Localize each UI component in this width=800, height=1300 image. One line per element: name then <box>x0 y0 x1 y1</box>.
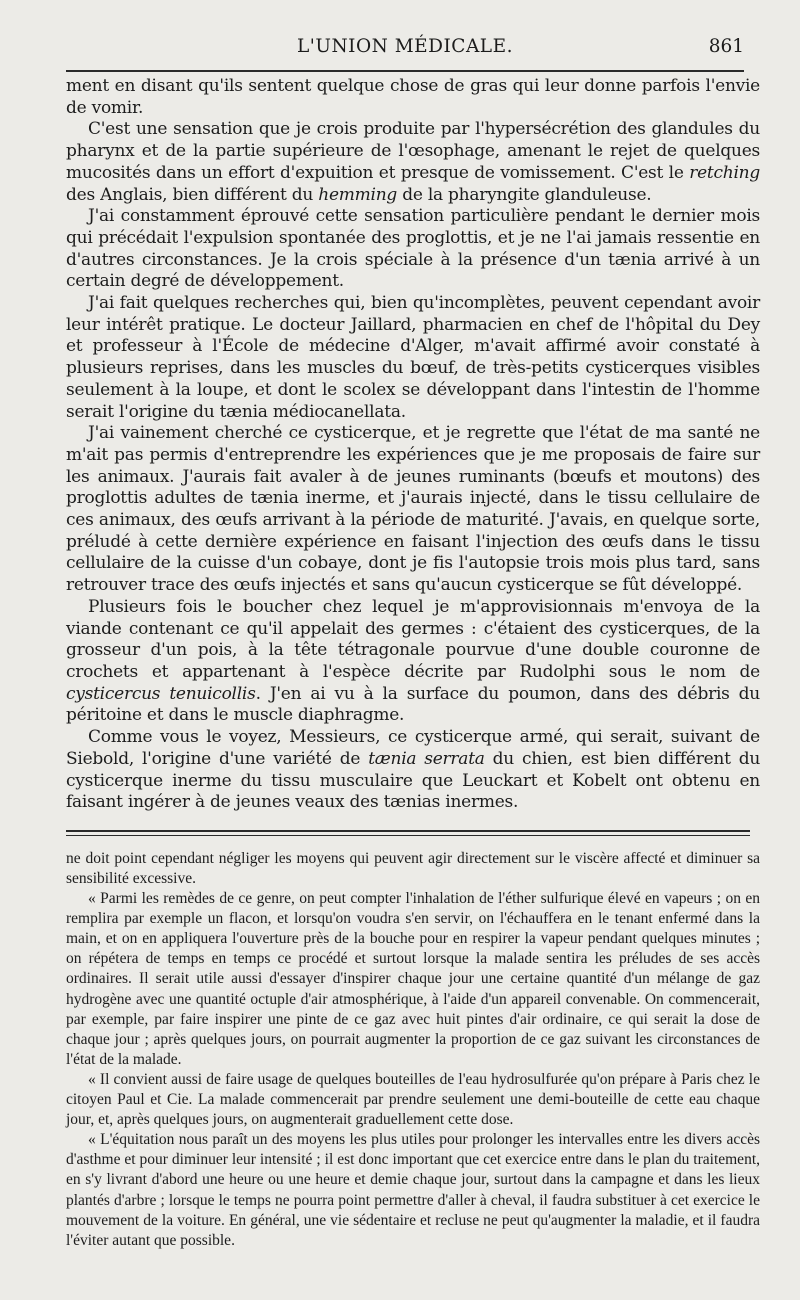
article-paragraph <box>66 206 760 293</box>
page-header <box>66 36 744 64</box>
text-run: J'ai vainement cherché ce cysticerque, et je regrette que l'état de ma santé ne m'ait pas permis d'entreprendre les expériences que je me proposais de faire sur les animaux. J'aurais fait avaler à de jeunes ruminants (bœufs et moutons) des proglottis adultes de tænia inerme, et j'aurais injecté, dans le tissu cellulaire de ces animaux, des œufs arrivant à la période de maturité. J'avais, en quelque sorte, préludé à cette dernière expérience en faisant l'injection des œufs dans le tissu cellulaire de la cuisse d'un cobaye, dont je fis l'autopsie trois mois plus tard, sans retrouver trace des œufs injectés et sans qu'aucun cysticerque se fût développé. <box>66 423 760 596</box>
feuilleton-paragraph <box>66 889 760 1070</box>
page-number: 861 <box>708 36 744 57</box>
section-divider <box>66 830 750 836</box>
text-run: ne doit point cependant négliger les moyens qui peuvent agir directement sur le viscère affecté et diminuer sa sensibilité excessive. <box>66 849 760 887</box>
text-run: du chien, est bien différent du cysticerque inerme du tissu musculaire que Leuckart et Kobelt ont obtenu en faisant ingérer à de jeunes veaux des tænias inermes. <box>66 748 761 813</box>
text-run: C'est une sensation que je crois produite par l'hypersécrétion des glandules du pharynx et de la partie supérieure de l'œsophage, amenant le rejet de quelques mucosités dans un effort d'expuition et presque de vomissement. C'est le <box>66 119 760 183</box>
italic-run: hemming <box>318 184 398 205</box>
text-run: J'ai fait quelques recherches qui, bien qu'incomplètes, peuvent cependant avoir leur intérêt pratique. Le docteur Jaillard, pharmacien en chef de l'hôpital du Dey et professeur à l'École de médecine d'Alger, m'avait affirmé avoir constaté à plusieurs reprises, dans les muscles du bœuf, de très-petits cysticerques visibles seulement à la loupe, et dont le scolex se développant dans l'intestin de l'homme serait l'origine du tænia médiocanellata. <box>66 293 760 422</box>
feuilleton-paragraph <box>66 1130 760 1251</box>
feuilleton-paragraph <box>66 849 760 889</box>
text-run: ment en disant qu'ils sentent quelque chose de gras qui leur donne parfois l'envie de vomir. <box>66 76 760 118</box>
text-run: « Parmi les remèdes de ce genre, on peut compter l'inhalation de l'éther sulfurique élevé en vapeurs ; on en remplira par exemple un flacon, et lorsqu'on voudra s'en servir, on l'échauffera en le tenant enfermé dans la main, et on en appliquera l'ouverture près de la bouche pour en respirer la vapeur pendant quelques minutes ; on répétera de temps en temps ce procédé et surtout lorsque la malade sentira les préludes de ses accès ordinaires. Il serait utile aussi d'essayer d'inspirer chaque jour une certaine quantité d'un mélange de gaz hydrogène avec une quantité octuple d'air atmosphérique, à l'aide d'un appareil convenable. On commencerait, par exemple, par faire inspirer une pinte de ce gaz avec huit pintes d'air ordinaire, ce qui serait la dose de chaque jour ; après quelques jours, on pourrait augmenter la proportion de ce gaz suivant les circonstances de l'état de la malade. <box>66 890 760 1068</box>
feuilleton-paragraph <box>66 1070 760 1130</box>
italic-run: retching <box>689 162 760 183</box>
article-paragraph <box>66 119 760 206</box>
text-run: de la pharyngite glanduleuse. <box>397 184 652 205</box>
text-run: Comme vous le voyez, Messieurs, ce cysticerque armé, qui serait, suivant de Siebold, l'origine d'une variété de <box>66 727 760 769</box>
article-paragraph <box>66 423 760 597</box>
italic-run: tænia serrata <box>368 748 485 769</box>
header-rule <box>66 70 744 72</box>
italic-run: cysticercus tenuicollis <box>66 683 256 704</box>
text-run: « Il convient aussi de faire usage de quelques bouteilles de l'eau hydrosulfurée qu'on prépare à Paris chez le citoyen Paul et Cie. La malade commencerait par prendre seulement une demi-bouteille de cette eau chaque jour, et, après quelques jours, on augmenterait graduellement cette dose. <box>66 1070 760 1129</box>
article-paragraph <box>66 76 760 119</box>
article-paragraph <box>66 597 760 727</box>
article-paragraph <box>66 727 760 814</box>
feuilleton-text <box>66 849 760 1251</box>
text-run: des Anglais, bien différent du <box>66 184 319 205</box>
article-paragraph <box>66 293 760 423</box>
running-title: L'UNION MÉDICALE. <box>297 36 513 57</box>
text-run: J'ai constamment éprouvé cette sensation particulière pendant le dernier mois qui précédait l'expulsion spontanée des proglottis, et je ne l'ai jamais ressentie en d'autres circonstances. Je la crois spéciale à la présence d'un tænia arrivé à un certain degré de développement. <box>66 206 760 292</box>
text-run: Plusieurs fois le boucher chez lequel je m'approvisionnais m'envoya de la viande contenant ce qu'il appelait des germes : c'étaient des cysticerques, de la grosseur d'un pois, à la tête tétragonale pourvue d'une double couronne de crochets et appartenant à l'espèce décrite par Rudolphi sous le nom de <box>66 596 760 682</box>
text-run: « L'équitation nous paraît un des moyens les plus utiles pour prolonger les intervalles entre les divers accès d'asthme et pour diminuer leur intensité ; il est donc important que cet exercice entre dans le plan du traitement, en s'y livrant d'abord une heure ou une heure et demie chaque jour, surtout dans la campagne et dans les lieux plantés d'arbre ; lorsque le temps ne pourra point permettre d'aller à cheval, il faudra substituer à cet exercice le mouvement de la voiture. En général, une vie sédentaire et recluse ne peut qu'augmenter la maladie, et il faudra l'éviter autant que possible. <box>66 1131 760 1249</box>
main-article-text <box>66 76 760 814</box>
text-run: . J'en ai vu à la surface du poumon, dans des débris du péritoine et dans le muscle diaphragme. <box>66 683 760 726</box>
